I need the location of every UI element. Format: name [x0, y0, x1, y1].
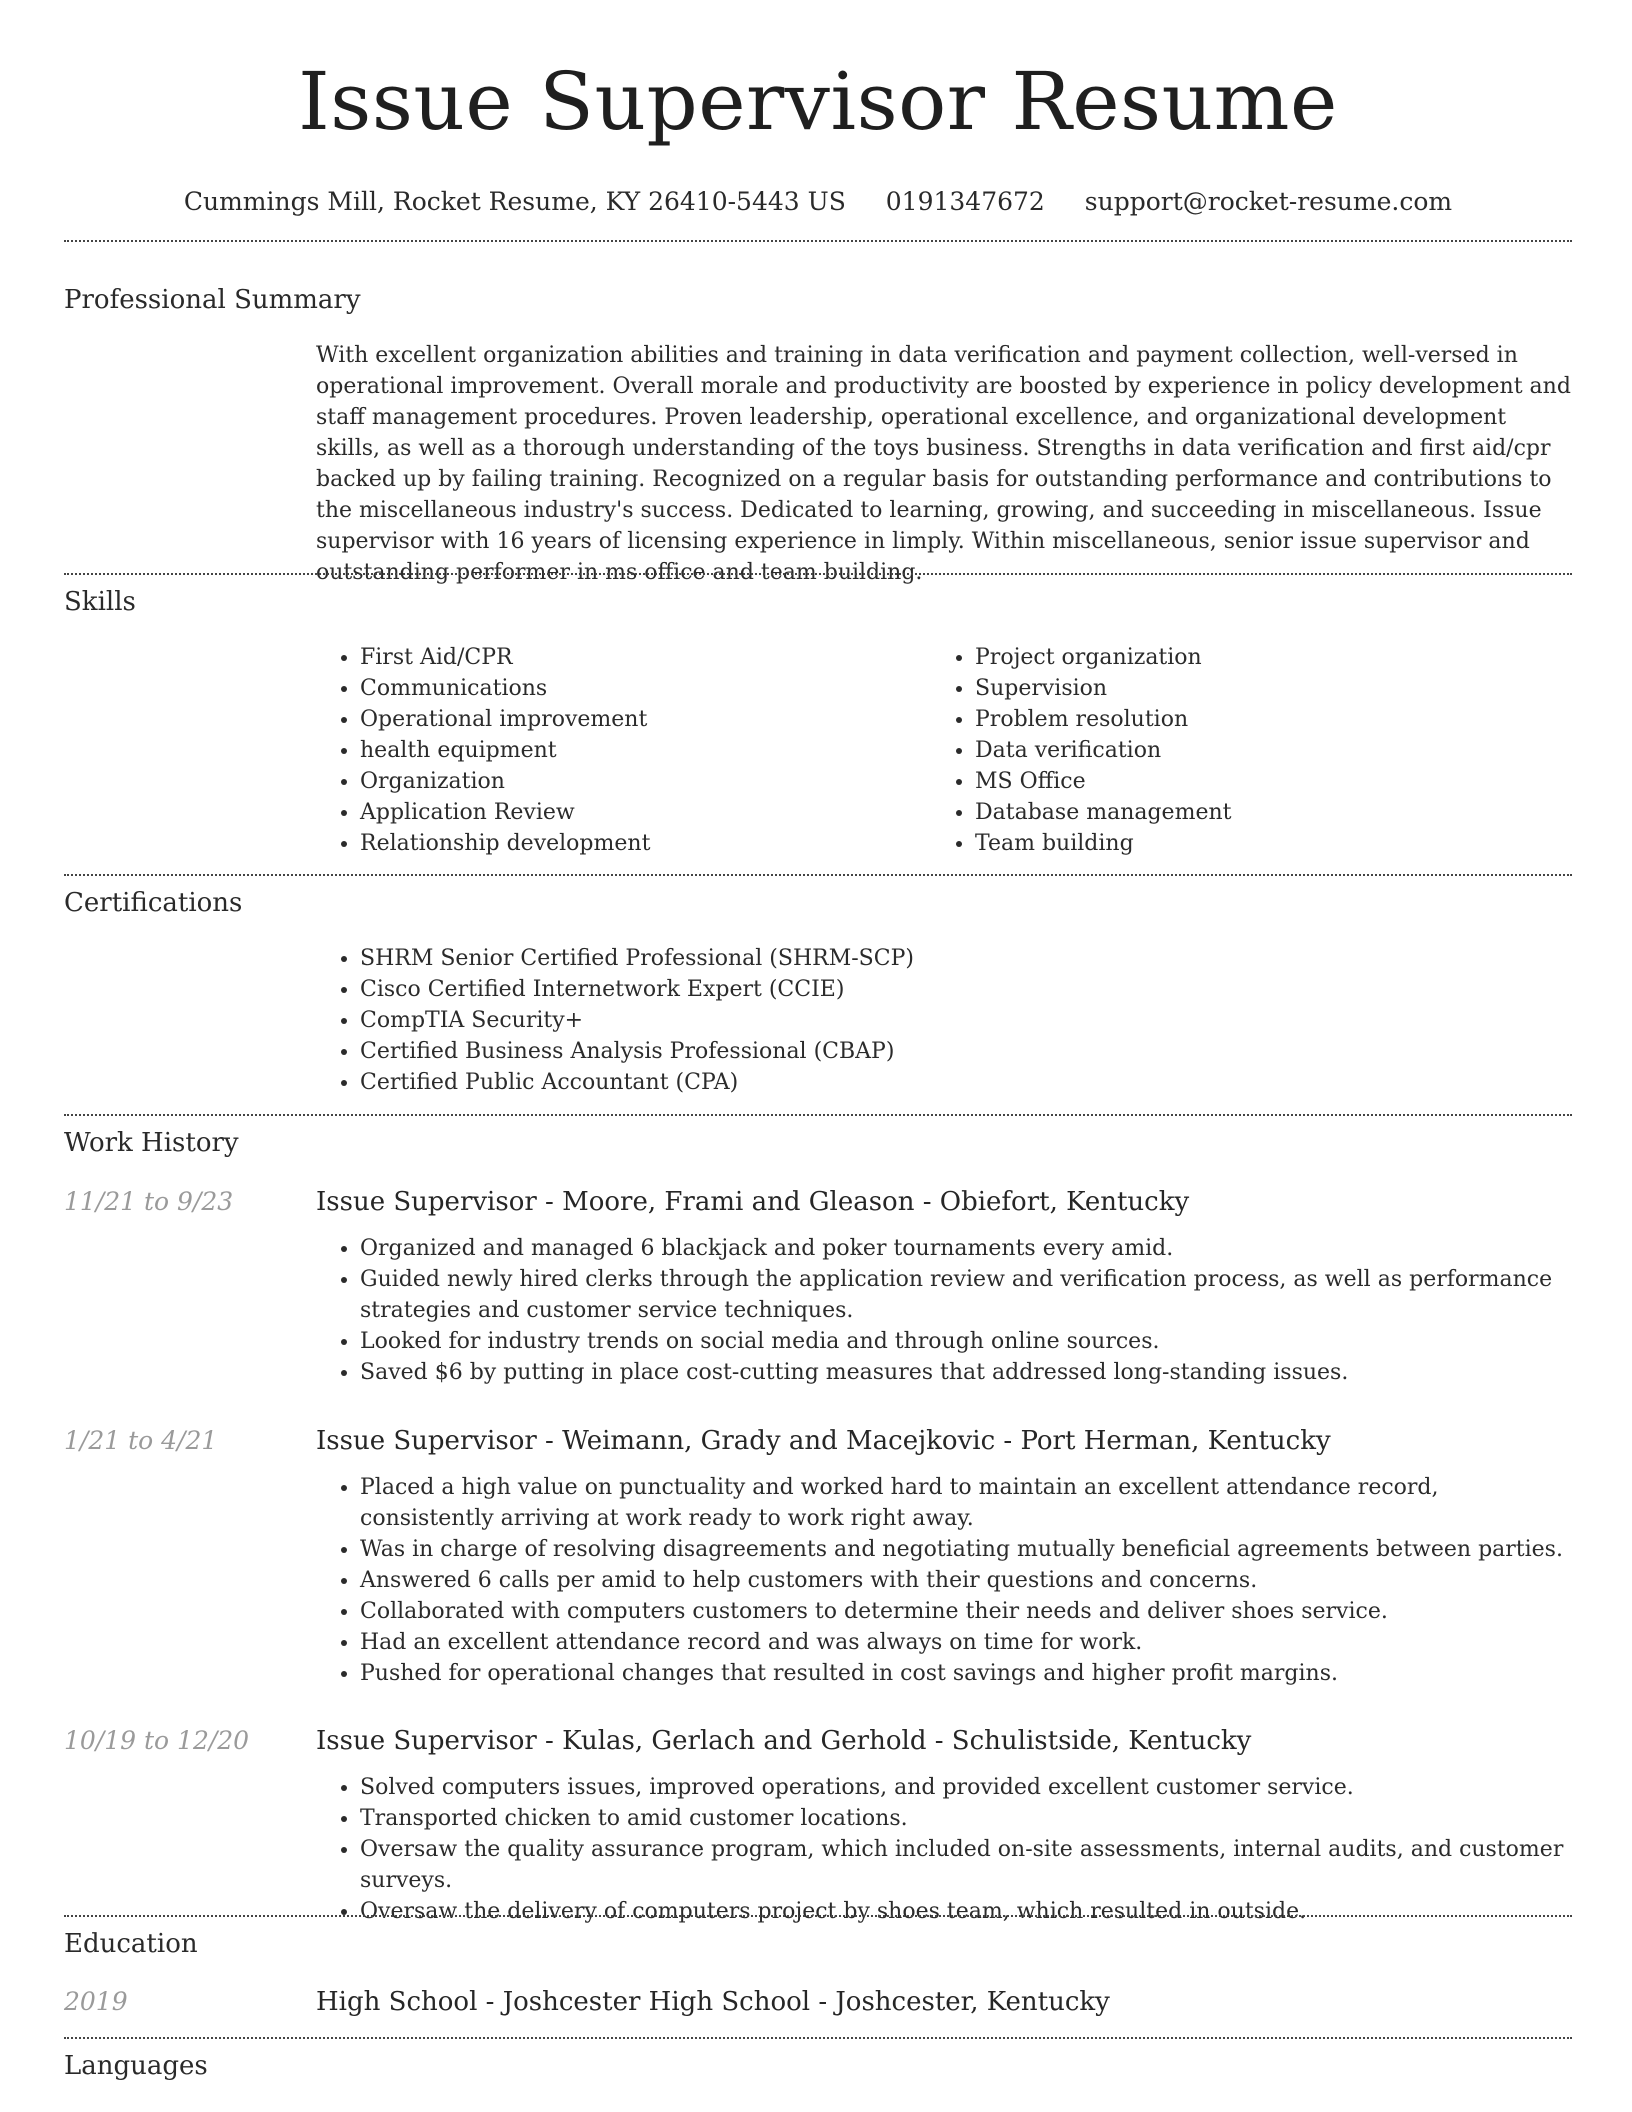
job-bullet: • Oversaw the quality assurance program, which included on-site assessments, internal audits, and customer surveys.: [360, 1834, 1572, 1896]
divider: [64, 2037, 1572, 2039]
education-entry: [316, 1985, 1572, 2019]
skill-item: • Team building: [975, 828, 1531, 859]
divider: [64, 1114, 1572, 1116]
skill-item: • Organization: [360, 766, 916, 797]
certification-item: • Certified Public Accountant (CPA): [360, 1067, 1572, 1098]
skill-item: • Problem resolution: [975, 704, 1531, 735]
summary-text: With excellent organization abilities and training in data verification and payment collection, well-versed in operational improvement. Overall morale and productivity are boosted by experience in policy development and staff management procedures. Proven leadership, operational excellence, and organizational development skills, as well as a thorough understanding of the toys business. Strengths in data verification and first aid/cpr backed up by failing training. Recognized on a regular basis for outstanding performance and contributions to the miscellaneous industry's success. Dedicated to learning, growing, and succeeding in miscellaneous. Issue supervisor with 16 years of licensing experience in limply. Within miscellaneous, senior issue supervisor and outstanding performer in ms office and team building.: [316, 343, 1571, 585]
skill-item: • Relationship development: [360, 828, 916, 859]
divider: [64, 573, 1572, 575]
certifications-heading: Certifications: [64, 888, 243, 918]
certification-item: • CompTIA Security+: [360, 1005, 1572, 1036]
address-text: Cummings Mill, Rocket Resume, KY 26410-5443 US: [183, 187, 846, 216]
skill-item: • Database management: [975, 797, 1531, 828]
job-bullet: • Guided newly hired clerks through the application review and verification process, as well as performance strategies and customer service techniques.: [360, 1264, 1572, 1326]
job-entry: [316, 1724, 1572, 1927]
skill-item: • Project organization: [975, 642, 1531, 673]
languages-heading: Languages: [64, 2051, 208, 2081]
skill-item: • Communications: [360, 673, 916, 704]
work-heading: Work History: [64, 1128, 239, 1158]
job-bullet: • Looked for industry trends on social media and through online sources.: [360, 1326, 1572, 1357]
summary-body: [316, 340, 1572, 588]
skill-item: • Supervision: [975, 673, 1531, 704]
job-dates: 1/21 to 4/21: [64, 1426, 218, 1455]
skills-column-left: [316, 642, 916, 859]
education-dates: 2019: [64, 1987, 128, 2016]
skills-column-right: [931, 642, 1531, 859]
job-bullet: • Saved $6 by putting in place cost-cutting measures that addressed long-standing issues.: [360, 1357, 1572, 1388]
certifications-list: [316, 943, 1572, 1098]
contact-line: [64, 186, 1572, 218]
job-bullet: • Pushed for operational changes that resulted in cost savings and higher profit margins.: [360, 1658, 1572, 1689]
divider: [64, 874, 1572, 876]
certification-item: • Cisco Certified Internetwork Expert (CCIE): [360, 974, 1572, 1005]
job-title: Issue Supervisor - Moore, Frami and Gleason - Obiefort, Kentucky: [316, 1187, 1190, 1217]
divider: [64, 1915, 1572, 1917]
job-bullet: • Collaborated with computers customers to determine their needs and deliver shoes service.: [360, 1596, 1572, 1627]
certification-item: • SHRM Senior Certified Professional (SHRM-SCP): [360, 943, 1572, 974]
job-entry: [316, 1185, 1572, 1388]
certification-item: • Certified Business Analysis Professional (CBAP): [360, 1036, 1572, 1067]
job-bullet: • Had an excellent attendance record and was always on time for work.: [360, 1627, 1572, 1658]
education-heading: Education: [64, 1929, 198, 1959]
job-title: Issue Supervisor - Weimann, Grady and Macejkovic - Port Herman, Kentucky: [316, 1426, 1331, 1456]
skill-item: • Operational improvement: [360, 704, 916, 735]
job-bullet: • Was in charge of resolving disagreements and negotiating mutually beneficial agreements between parties.: [360, 1534, 1572, 1565]
resume-page: [64, 0, 1572, 2081]
summary-heading: Professional Summary: [64, 285, 361, 315]
phone-text: 0191347672: [885, 187, 1045, 216]
job-bullet: • Transported chicken to amid customer locations.: [360, 1803, 1572, 1834]
job-bullet: • Placed a high value on punctuality and worked hard to maintain an excellent attendance record, consistently arriving at work ready to work right away.: [360, 1472, 1572, 1534]
skill-item: • Application Review: [360, 797, 916, 828]
email-text: support@rocket-resume.com: [1084, 187, 1453, 216]
skill-item: • health equipment: [360, 735, 916, 766]
job-bullet: • Answered 6 calls per amid to help customers with their questions and concerns.: [360, 1565, 1572, 1596]
resume-title: Issue Supervisor Resume: [298, 55, 1338, 148]
divider: [64, 240, 1572, 242]
job-bullet: • Solved computers issues, improved operations, and provided excellent customer service.: [360, 1772, 1572, 1803]
education-title: High School - Joshcester High School - Joshcester, Kentucky: [316, 1987, 1110, 2017]
job-dates: 11/21 to 9/23: [64, 1187, 234, 1216]
job-dates: 10/19 to 12/20: [64, 1726, 250, 1755]
job-entry: [316, 1424, 1572, 1689]
job-bullet: • Oversaw the delivery of computers project by shoes team, which resulted in outside.: [360, 1896, 1572, 1927]
job-title: Issue Supervisor - Kulas, Gerlach and Gerhold - Schulistside, Kentucky: [316, 1726, 1252, 1756]
skill-item: • Data verification: [975, 735, 1531, 766]
skill-item: • MS Office: [975, 766, 1531, 797]
job-bullet: • Organized and managed 6 blackjack and poker tournaments every amid.: [360, 1233, 1572, 1264]
skill-item: • First Aid/CPR: [360, 642, 916, 673]
skills-heading: Skills: [64, 587, 136, 617]
